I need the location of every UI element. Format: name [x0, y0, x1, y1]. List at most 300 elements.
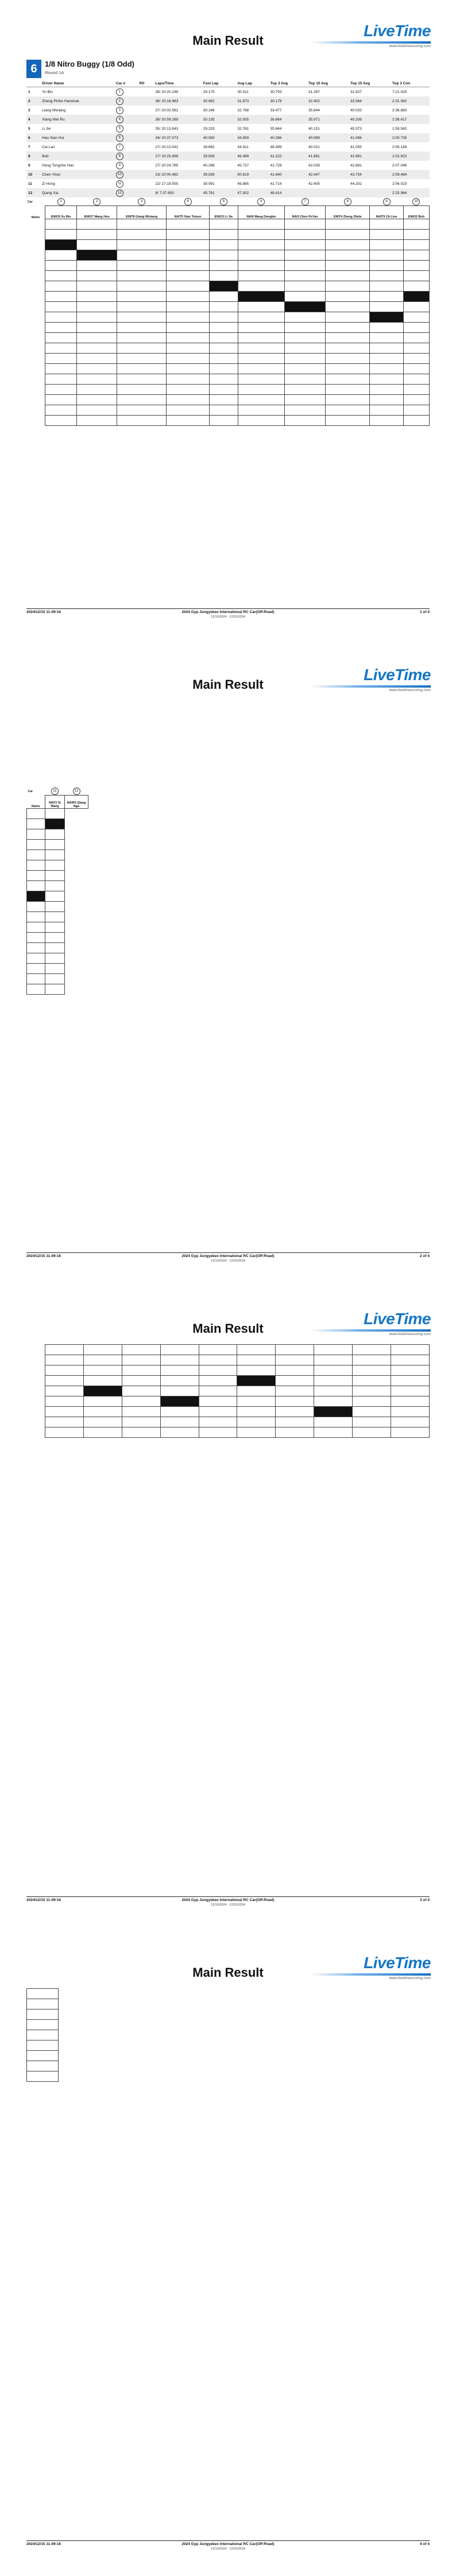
results-row: [26, 133, 430, 142]
lap-times-table-page-1: [26, 198, 430, 426]
lap-time-cell: [199, 1386, 237, 1396]
lap-time-cell: [199, 1407, 237, 1417]
results-cell: [349, 188, 391, 197]
lap-time-cell: [45, 385, 77, 395]
lap-time-cell: [117, 219, 167, 230]
lap-time-cell: [284, 385, 325, 395]
footer-dates: 12/13/2024 - 12/15/2024: [211, 1903, 245, 1907]
lap-label: [26, 1365, 45, 1376]
car-number-header: [45, 198, 77, 206]
car-number-header: [77, 198, 117, 206]
lap-time-cell: [45, 323, 77, 333]
lap-label: [26, 1345, 45, 1355]
footer-rule: [26, 1896, 430, 1897]
lap-row: [27, 902, 88, 912]
lap-time-cell: [45, 250, 77, 261]
lap-time-cell: [45, 881, 65, 891]
lap-time-cell: [370, 333, 404, 343]
footer-event: 2024 Gyp Jungyekee International RC Car(Off-Road): [181, 1898, 275, 1902]
lap-time-cell: [276, 1427, 314, 1438]
lap-time-cell: [27, 2071, 59, 2082]
lap-time-cell: [117, 261, 167, 271]
lap-time-cell: [403, 343, 429, 354]
lap-time-cell: [83, 1427, 122, 1438]
lap-time-cell: [353, 1396, 391, 1407]
lap-time-cell: [167, 323, 210, 333]
car-number-badge: 8: [344, 198, 351, 205]
lap-time-cell: [209, 343, 238, 354]
lap-times-table-page-3: [26, 1344, 430, 1438]
results-cell: 3: [28, 108, 30, 112]
results-header-cell: Top 10 Avg: [307, 80, 349, 87]
lap-time-cell: [45, 964, 65, 974]
results-cell: 31.873: [235, 96, 268, 106]
footer-rule: [26, 1252, 430, 1253]
car-number-badge: 5: [116, 125, 123, 133]
lap-time-cell: [209, 385, 238, 395]
results-cell: [137, 115, 153, 124]
lap-time-cell: [403, 374, 429, 385]
lap-time-cell: [27, 953, 45, 964]
lap-time-cell: [284, 230, 325, 240]
lap-time-cell: [370, 385, 404, 395]
lap-time-cell: [391, 1427, 430, 1438]
results-cell: 29.233: [203, 126, 215, 131]
lap-row: [26, 1396, 430, 1407]
driver-column-header: ENIO2 Bob: [403, 206, 429, 219]
lap-time-cell: [209, 405, 238, 416]
footer-dates: 12/13/2024 - 12/15/2024: [211, 2547, 245, 2551]
driver-column-header: ENIT8 Giang Wintang: [117, 206, 167, 219]
race-round: Round 1A: [45, 70, 64, 75]
logo-underline: [310, 41, 431, 44]
lap-row: [27, 2009, 59, 2020]
lap-time-cell: [117, 385, 167, 395]
lap-time-cell: [27, 1999, 59, 2009]
lap-row: [27, 891, 88, 902]
lap-row: [26, 281, 430, 292]
results-header-cell: Rfr: [137, 80, 153, 87]
lap-time-cell: [45, 281, 77, 292]
results-cell: 32.402: [307, 96, 349, 106]
lap-time-cell: [167, 292, 210, 302]
results-cell: 41.055: [350, 145, 362, 149]
lap-time-cell: [167, 312, 210, 323]
results-cell: 2: [26, 96, 40, 106]
lap-time-cell: [284, 333, 325, 343]
results-cell: 41.714: [270, 181, 282, 186]
lap-label: [26, 374, 45, 385]
footer-dates: 12/13/2024 - 12/15/2024: [211, 615, 245, 619]
lap-time-cell: [122, 1427, 160, 1438]
results-cell: 27/ 20:25.898: [153, 152, 201, 161]
lap-time-cell: [45, 1427, 84, 1438]
lap-label: [26, 292, 45, 302]
lap-time-cell: [353, 1355, 391, 1365]
lap-time-cell: [238, 333, 284, 343]
results-cell: 39.662: [203, 145, 215, 149]
driver-name-cell: Bob: [40, 152, 114, 161]
results-header-cell: Driver Name: [40, 80, 114, 87]
car-number-header: [167, 198, 210, 206]
lap-row: [26, 292, 430, 302]
results-cell: 37/ 20:02.561: [155, 108, 179, 112]
lap-time-cell: [117, 281, 167, 292]
results-cell: 31.927: [350, 90, 362, 94]
lap-row: [26, 302, 430, 312]
lap-time-cell: [284, 271, 325, 281]
lap-time-cell: [77, 271, 117, 281]
lap-time-cell: [45, 261, 77, 271]
driver-column-header: ENIO5 Xu Bin: [45, 206, 77, 219]
lap-row: [27, 2040, 59, 2051]
livetime-logo: [310, 1310, 431, 1336]
lap-time-cell: [238, 343, 284, 354]
results-cell: 35.844: [270, 126, 282, 131]
lap-time-cell: [77, 395, 117, 405]
lap-time-cell: [326, 240, 370, 250]
lap-time-cell: [209, 354, 238, 364]
lap-row: [26, 1365, 430, 1376]
page-3: [0, 1288, 456, 1932]
results-cell: 36.664: [269, 115, 307, 124]
lap-time-cell: [77, 250, 117, 261]
lap-time-cell: [117, 364, 167, 374]
lap-time-cell: [314, 1417, 353, 1427]
lap-time-cell: [45, 1417, 84, 1427]
lap-row: [27, 881, 88, 891]
lap-time-cell: [45, 271, 77, 281]
results-cell: 41.086: [349, 133, 391, 142]
lap-time-cell: [45, 891, 65, 902]
driver-name-cell: Zi Hong: [42, 181, 55, 186]
lap-time-cell: [45, 1407, 84, 1417]
lap-row: [27, 974, 88, 984]
lap-time-cell: [77, 405, 117, 416]
results-cell: 47.302: [235, 188, 268, 197]
results-cell: 48.414: [269, 188, 307, 197]
lap-time-cell: [326, 343, 370, 354]
results-header-cell: Top 15 Avg: [349, 80, 391, 87]
lap-time-cell: [199, 1365, 237, 1376]
lap-label: [26, 1396, 45, 1407]
lap-time-cell: [238, 261, 284, 271]
results-cell: 40.999: [307, 133, 349, 142]
car-number-header: [209, 198, 238, 206]
lap-time-cell: [27, 829, 45, 840]
car-number-cell: [114, 96, 138, 106]
lap-time-cell: [353, 1427, 391, 1438]
lap-time-cell: [122, 1386, 160, 1396]
driver-name-cell: Qiang Xia: [40, 188, 114, 197]
car-number-cell: [114, 87, 138, 97]
footer-datetime: 2024/12/15 11:49:16: [26, 2542, 61, 2546]
lap-time-cell: [209, 364, 238, 374]
lap-label: [26, 1355, 45, 1365]
lap-time-cell: [167, 343, 210, 354]
lap-time-cell: [238, 219, 284, 230]
car-label: Car: [28, 789, 33, 793]
lap-time-cell: [370, 374, 404, 385]
lap-time-cell: [77, 219, 117, 230]
lap-row: [27, 1989, 59, 1999]
lap-row: [26, 1417, 430, 1427]
results-row: [26, 170, 430, 179]
lap-time-cell: [238, 416, 284, 426]
lap-time-cell: [83, 1417, 122, 1427]
lap-time-cell: [238, 323, 284, 333]
lap-time-cell: [160, 1407, 199, 1417]
lap-time-cell: [45, 984, 65, 995]
lap-time-cell: [77, 292, 117, 302]
results-row: [26, 87, 430, 97]
results-cell: 30.135: [202, 115, 236, 124]
lap-time-cell: [45, 1376, 84, 1386]
car-number-cell: [114, 133, 138, 142]
footer: [26, 610, 430, 622]
lap-time-cell: [27, 2030, 59, 2040]
results-cell: 1: [28, 90, 30, 94]
lap-time-cell: [370, 281, 404, 292]
lap-time-cell: [238, 250, 284, 261]
results-cell: 8: [26, 152, 40, 161]
lap-time-cell: [238, 374, 284, 385]
results-cell: 30.178: [269, 96, 307, 106]
results-cell: 35/ 20:13.843: [155, 126, 179, 131]
lap-time-cell: [45, 819, 65, 829]
footer-event: 2024 Gyp Jungyekee International RC Car(Off-Road): [181, 2542, 275, 2546]
lap-time-cell: [83, 1365, 122, 1376]
lap-time-cell: [284, 323, 325, 333]
lap-label: [26, 261, 45, 271]
results-row: [26, 179, 430, 188]
lap-time-cell: [45, 902, 65, 912]
lap-time-cell: [160, 1345, 199, 1355]
livetime-logo: [310, 666, 431, 692]
lap-time-cell: [284, 354, 325, 364]
car-number-cell: [114, 188, 138, 197]
results-cell: [137, 96, 153, 106]
results-header-cell: Laps/Time: [153, 80, 201, 87]
lap-time-cell: [45, 933, 65, 943]
lap-label: [26, 1407, 45, 1417]
lap-time-cell: [284, 343, 325, 354]
lap-time-cell: [83, 1396, 122, 1407]
name-label: Name: [31, 805, 40, 808]
lap-times-table-page-4: [26, 1988, 59, 2082]
results-cell: 39.835: [202, 152, 236, 161]
lap-time-cell: [370, 219, 404, 230]
lap-time-cell: [117, 230, 167, 240]
lap-time-cell: [403, 312, 429, 323]
results-cell: 32.935: [235, 115, 268, 124]
lap-time-cell: [209, 312, 238, 323]
results-cell: 2:25.964: [391, 188, 430, 197]
car-number-badge: 11: [51, 787, 59, 795]
lap-time-cell: [27, 2061, 59, 2071]
lap-time-cell: [27, 850, 45, 860]
results-cell: 34.559: [235, 133, 268, 142]
results-cell: 12: [26, 188, 40, 197]
car-number-header: [65, 787, 88, 796]
lap-time-cell: [284, 395, 325, 405]
lap-row: [26, 1355, 430, 1365]
lap-time-cell: [45, 943, 65, 953]
lap-time-cell: [167, 261, 210, 271]
lap-time-cell: [209, 230, 238, 240]
lap-time-cell: [83, 1376, 122, 1386]
results-cell: 41.640: [269, 170, 307, 179]
lap-time-cell: [391, 1365, 430, 1376]
logo-url: www.livetimescoring.com: [389, 44, 431, 48]
lap-row: [27, 2051, 59, 2061]
car-number-badge: 2: [93, 198, 101, 205]
results-cell: 34/ 20:37.073: [153, 133, 201, 142]
lap-time-cell: [199, 1396, 237, 1407]
results-cell: 40.208: [349, 115, 391, 124]
lap-time-cell: [238, 395, 284, 405]
lap-time-cell: [370, 354, 404, 364]
lap-time-cell: [77, 230, 117, 240]
lap-time-cell: [45, 395, 77, 405]
lap-time-cell: [45, 829, 65, 840]
car-number-header: [284, 198, 325, 206]
results-cell: 6: [26, 133, 40, 142]
results-cell: 39.939: [202, 170, 236, 179]
lap-time-cell: [391, 1386, 430, 1396]
lap-row: [26, 230, 430, 240]
results-cell: 9: [28, 163, 30, 168]
lap-time-cell: [122, 1396, 160, 1407]
lap-label: [26, 395, 45, 405]
lap-time-cell: [27, 902, 45, 912]
car-number-badge: 4: [184, 198, 192, 205]
lap-label: [26, 219, 45, 230]
lap-time-cell: [27, 881, 45, 891]
lap-time-cell: [238, 292, 284, 302]
lap-label: [26, 240, 45, 250]
results-cell: 4: [26, 115, 40, 124]
lap-row: [26, 374, 430, 385]
results-cell: 33.364: [349, 96, 391, 106]
lap-time-cell: [45, 871, 65, 881]
lap-time-cell: [167, 416, 210, 426]
lap-time-cell: [391, 1345, 430, 1355]
results-row: [26, 188, 430, 197]
lap-row: [26, 333, 430, 343]
lap-row: [26, 312, 430, 323]
results-cell: 38/ 20:18.963: [153, 96, 201, 106]
lap-time-cell: [209, 416, 238, 426]
lap-time-cell: [237, 1355, 276, 1365]
results-cell: [137, 106, 153, 115]
car-number-badge: 2: [116, 98, 123, 105]
lap-label: [26, 333, 45, 343]
lap-time-cell: [45, 974, 65, 984]
lap-time-cell: [45, 312, 77, 323]
logo-underline: [310, 685, 431, 688]
lap-time-cell: [237, 1345, 276, 1355]
lap-time-cell: [314, 1386, 353, 1396]
lap-time-cell: [238, 354, 284, 364]
footer-rule: [26, 608, 430, 609]
lap-time-cell: [167, 271, 210, 281]
lap-time-cell: [284, 374, 325, 385]
results-cell: [137, 124, 153, 133]
lap-time-cell: [45, 1386, 84, 1396]
lap-time-cell: [238, 302, 284, 312]
lap-time-cell: [117, 374, 167, 385]
lap-time-cell: [370, 271, 404, 281]
lap-time-cell: [370, 240, 404, 250]
lap-time-cell: [238, 364, 284, 374]
driver-name-cell: Xiang Wei Ru: [40, 115, 114, 124]
lap-time-cell: [45, 292, 77, 302]
lap-time-cell: [284, 281, 325, 292]
lap-time-cell: [27, 871, 45, 881]
lap-time-cell: [45, 230, 77, 240]
lap-time-cell: [167, 405, 210, 416]
results-cell: 42.881: [350, 163, 362, 168]
lap-time-cell: [117, 292, 167, 302]
car-number-badge: 10: [116, 171, 123, 179]
lap-label: [26, 385, 45, 395]
lap-time-cell: [45, 860, 65, 871]
results-cell: [137, 170, 153, 179]
lap-time-cell: [237, 1417, 276, 1427]
lap-time-cell: [326, 271, 370, 281]
driver-name-cell: Yu Bin: [42, 90, 53, 94]
lap-time-cell: [238, 281, 284, 292]
lap-time-cell: [276, 1376, 314, 1386]
lap-time-cell: [117, 312, 167, 323]
lap-row: [26, 1345, 430, 1355]
lap-row: [27, 964, 88, 974]
lap-time-cell: [237, 1407, 276, 1417]
lap-time-cell: [27, 912, 45, 922]
lap-time-cell: [27, 984, 45, 995]
lap-label: [26, 302, 45, 312]
lap-time-cell: [160, 1376, 199, 1386]
lap-time-cell: [326, 281, 370, 292]
car-number-badge: 12: [116, 189, 123, 197]
lap-row: [27, 912, 88, 922]
results-cell: 2:31.062: [391, 96, 430, 106]
lap-time-cell: [326, 333, 370, 343]
page-title: Main Result: [192, 677, 264, 692]
results-cell: [137, 188, 153, 197]
lap-time-cell: [403, 405, 429, 416]
lap-time-cell: [117, 405, 167, 416]
lap-row: [26, 271, 430, 281]
car-number-cell: [114, 124, 138, 133]
results-cell: [137, 142, 153, 152]
results-cell: 2:06.023: [392, 181, 407, 186]
results-cell: 49.885: [237, 181, 249, 186]
lap-time-cell: [45, 953, 65, 964]
results-cell: [137, 161, 153, 170]
car-number-header: [370, 198, 404, 206]
lap-time-cell: [326, 323, 370, 333]
lap-time-cell: [276, 1396, 314, 1407]
car-number-header: [238, 198, 284, 206]
car-number-badge: 1: [57, 198, 65, 205]
lap-time-cell: [117, 416, 167, 426]
lap-label: [26, 323, 45, 333]
lap-time-cell: [326, 230, 370, 240]
lap-time-cell: [160, 1365, 199, 1376]
results-cell: 41.881: [307, 152, 349, 161]
